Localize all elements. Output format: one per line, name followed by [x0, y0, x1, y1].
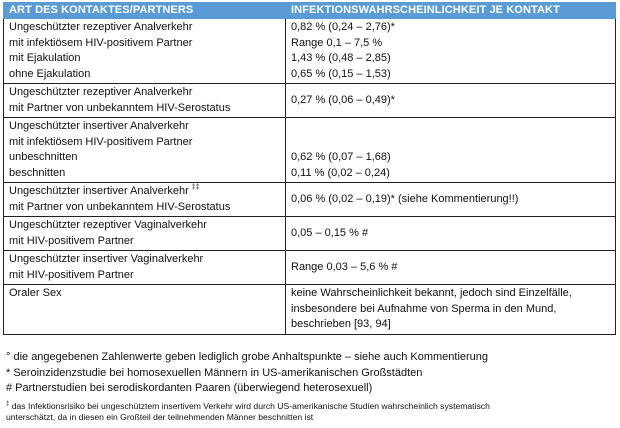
probability-cell: [286, 19, 616, 84]
contact-cell: [4, 183, 286, 217]
contact-line: Ungeschützter rezeptiver Vaginalverkehr: [9, 219, 207, 231]
probability-cell: [286, 183, 616, 217]
contact-line: mit infektiösem HIV-positivem Partner: [9, 36, 193, 49]
probability-line: Range 0,1 – 7,5 %: [291, 36, 383, 49]
probability-line: 0,62 % (0,07 – 1,68): [291, 151, 391, 163]
probability-line: keine Wahrscheinlichkeit bekannt, jedoch sind Einzelfälle,: [291, 287, 572, 299]
footnote-double-dagger: [6, 401, 616, 423]
footnote-hash: # Partnerstudien bei serodiskordanten Paaren (überwiegend heterosexuell): [6, 382, 373, 394]
double-dagger-mark: ‡: [6, 400, 10, 407]
table-row: [4, 217, 616, 251]
footnote-asterisk: * Seroinzidenzstudie bei homosexuellen Männern in US-amerikanischen Großstädten: [6, 366, 423, 379]
contact-line: unbeschnitten: [9, 151, 78, 163]
table-row: [4, 19, 616, 84]
contact-cell: [4, 251, 286, 285]
contact-line: mit infektiösem HIV-positivem Partner: [9, 135, 193, 148]
spacer: [291, 135, 610, 151]
contact-cell: [4, 217, 286, 251]
header-contact-type: ART DES KONTAKTES/PARTNERS: [4, 3, 286, 19]
contact-line: mit Partner von unbekanntem HIV-Serostatus: [9, 101, 231, 114]
footnotes: [6, 350, 616, 423]
contact-line: Ungeschützter insertiver Analverkehr: [9, 120, 189, 132]
probability-line: 0,65 % (0,15 – 1,53): [291, 67, 391, 80]
contact-line: ohne Ejakulation: [9, 67, 91, 80]
table-row: [4, 84, 616, 118]
footnote-text: das Infektionsrisiko bei ungeschütztem insertivem Verkehr wird durch US-amerikanische Studien wahrscheinlich systematisch: [9, 400, 490, 411]
contact-line: Oraler Sex: [9, 287, 62, 299]
contact-cell: [4, 285, 286, 335]
hiv-risk-table: [3, 2, 616, 335]
probability-cell: [286, 118, 616, 183]
contact-cell: [4, 84, 286, 118]
contact-line: [9, 184, 280, 200]
contact-cell: [4, 19, 286, 84]
table-row: [4, 285, 616, 335]
probability-line: 0,82 % (0,24 – 2,76)*: [291, 21, 395, 33]
probability-cell: [286, 84, 616, 118]
probability-line: 0,11 % (0,02 – 0,24): [291, 166, 390, 179]
contact-line: Ungeschützter insertiver Vaginalverkehr: [9, 253, 204, 265]
probability-cell: [286, 251, 616, 285]
header-probability: INFEKTIONSWAHRSCHEINLICHKEIT JE KONTAKT: [286, 3, 616, 19]
double-dagger-mark: ‡‡: [191, 184, 200, 191]
probability-line: 0,05 – 0,15 % #: [291, 226, 369, 239]
probability-line: 1,43 % (0,48 – 2,85): [291, 52, 391, 64]
probability-line: Range 0,03 – 5,6 % #: [291, 260, 398, 273]
probability-line: 0,06 % (0,02 – 0,19)* (siehe Kommentierung!!): [291, 192, 519, 205]
probability-line: insbesondere bei Aufnahme von Sperma in den Mund,: [291, 302, 557, 315]
contact-line: beschnitten: [9, 166, 66, 179]
probability-cell: [286, 285, 616, 335]
table-header-row: [4, 3, 616, 19]
contact-text: Ungeschützter insertiver Analverkehr: [9, 185, 189, 197]
spacer: [291, 119, 610, 135]
contact-line: Ungeschützter rezeptiver Analverkehr: [9, 21, 193, 33]
contact-line: mit HIV-positivem Partner: [9, 234, 134, 247]
contact-line: mit Partner von unbekanntem HIV-Serostatus: [9, 200, 231, 213]
footnote-text: unterschätzt, da in diesen ein Großteil der teilnehmenden Männer beschnitten ist: [6, 411, 314, 422]
probability-line: 0,27 % (0,06 – 0,49)*: [291, 93, 395, 106]
probability-cell: [286, 217, 616, 251]
table-row: [4, 118, 616, 183]
contact-line: mit Ejakulation: [9, 52, 81, 64]
table-row: [4, 251, 616, 285]
footnote-degree: ° die angegebenen Zahlenwerte geben lediglich grobe Anhaltspunkte – siehe auch Kommentierung: [6, 351, 489, 363]
contact-cell: [4, 118, 286, 183]
contact-line: mit HIV-positivem Partner: [9, 268, 134, 281]
table-row: [4, 183, 616, 217]
probability-line: beschrieben [93, 94]: [291, 318, 391, 330]
contact-line: Ungeschützter rezeptiver Analverkehr: [9, 86, 193, 98]
